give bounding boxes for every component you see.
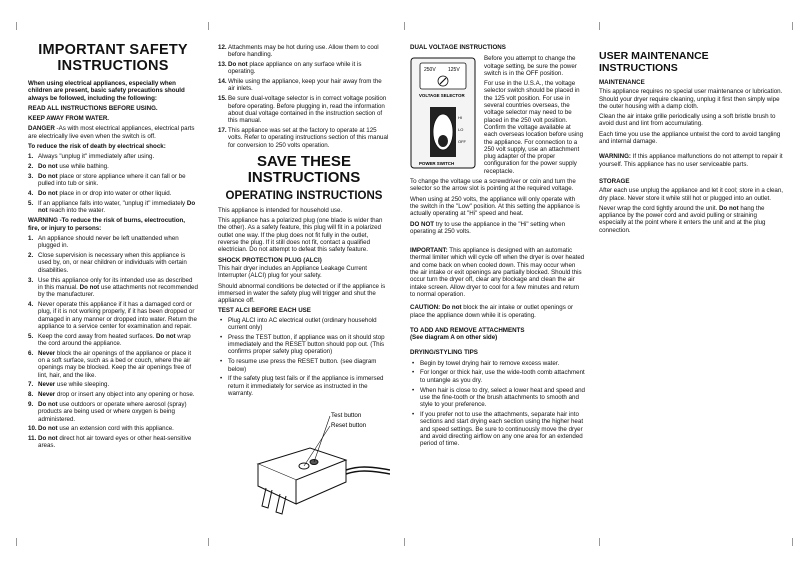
maintenance-heading: MAINTENANCE [599, 79, 645, 86]
crop-mark [208, 538, 209, 546]
list-item: 1. An appliance should never be left unattended when plugged in. [28, 235, 179, 250]
alci-text: This hair dryer includes an Appliance Leakage Current Interrupter (ALCI) plug for your safety. [218, 264, 367, 280]
list-item: • Plug ALCI into AC electrical outlet (ordinary household current only) [218, 317, 390, 332]
list-item: • If the safety plug test fails or if the appliance is immersed return it immediately for service as instructed in the warranty. [218, 375, 390, 397]
crop-mark [404, 22, 405, 30]
maintenance-text-2: Clean the air intake grille periodically using a soft bristle brush to avoid dust and lint from accumulating. [599, 113, 776, 128]
warning-heading: WARNING -To reduce the risk of burns, electrocution, fire, or injury to persons: [28, 217, 185, 232]
maintenance-text-3: Each time you use the appliance untwist the cord to avoid tangling and internal damage. [599, 130, 781, 146]
household-note: This appliance is intended for household use. [218, 206, 343, 214]
voltage-selector-label: VOLTAGE SELECTOR [419, 93, 465, 99]
shock-list [28, 153, 198, 214]
important-note: IMPORTANT: This appliance is designed with an automatic thermal limiter which will cycle off when the dryer is over heated and come back on when cooled down. This may occur when the air intake or exit openings are partially blocked. Should this occur turn the dryer off, clear any blockage and clean the air intake screen. Allow dryer to cool for a few minutes and return to normal operation. [410, 247, 585, 298]
crop-mark [792, 538, 793, 546]
voltage-selector-diagram [410, 57, 476, 169]
label-off: OFF [458, 139, 466, 145]
shock-heading: To reduce the risk of death by electrical shock: [28, 143, 166, 151]
caution-note: CAUTION: Do not block the air intake or outlet openings or place the appliance down while it is operating. [410, 304, 574, 319]
list-item: 3. Do not place or store appliance where it can fall or be pulled into tub or sink. [28, 172, 186, 188]
reset-button-label: Reset button [331, 421, 367, 429]
list-item: • If you prefer not to use the attachments, separate hair into sections and start drying each section using the higher heat and speed settings. Be sure to continuously move the dryer and avoid directing airflow on any one area for an extended period of time. [410, 411, 585, 447]
storage-heading: STORAGE [599, 177, 630, 185]
test-list [218, 317, 390, 397]
alci-plug-diagram [218, 406, 390, 516]
tips-heading: DRYING/STYLING TIPS [410, 349, 478, 357]
list-item: 9. Do not use outdoors or operate where aerosol (spray) products are being used or where oxygen is being administered. [28, 400, 187, 423]
label-hi: HI [458, 115, 462, 121]
storage-text-1: After each use unplug the appliance and let it cool; store in a clean, dry place. Never store it while still hot or plugged into an outlet. [599, 187, 784, 202]
list-item: 8. Never drop or insert any object into any opening or hose. [28, 391, 195, 399]
list-item: 1. Always "unplug it" immediately after using. [28, 153, 155, 161]
dual-voltage-heading: DUAL VOLTAGE INSTRUCTIONS [410, 44, 506, 51]
list-item: 10. Do not use an extension cord with this appliance. [28, 425, 174, 433]
label-250v: 250V [424, 67, 436, 74]
list-item: 17. This appliance was set at the factory to operate at 125 volts. Refer to operating instructions section of this manual for conversion to 250 volts operation. [218, 126, 389, 149]
label-lo: LO [458, 127, 464, 133]
list-item: 13. Do not place appliance on any surface while it is operating. [218, 61, 362, 76]
list-item: • Press the TEST button, if appliance was on it should stop immediately and the RESET button should pop out. (This confirms proper safety plug operation) [218, 334, 390, 356]
label-125v: 125V [448, 67, 460, 74]
crop-mark [599, 22, 600, 30]
crop-mark [208, 22, 209, 30]
list-item: • To resume use press the RESET button. (see diagram below) [218, 358, 390, 373]
dual-text-3: To change the voltage use a screwdriver or coin and turn the selector so the arrow slot is pointing at the required voltage. [410, 178, 576, 193]
danger-paragraph: DANGER -As with most electrical appliances, electrical parts are electrically live even when the switch is off. [28, 125, 195, 140]
operating-title: OPERATING INSTRUCTIONS [225, 189, 383, 202]
list-item: 7. Never use while sleeping. [28, 381, 110, 389]
list-item: • Begin by towel drying hair to remove excess water. [410, 360, 585, 367]
maintenance-column [599, 50, 784, 237]
list-item: 14. While using the appliance, keep your hair away from the air inlets. [218, 78, 382, 93]
dual-text-2: For use in the U.S.A., the voltage selector switch should be placed in the 125 volt position. For use in several countries overseas, the voltage selector may need to be placed in the 250 volt position. Confirm the voltage available at each overseas location before using the appliance. For connection to a 250 volt supply, use an attachment plug adapter of the proper configuration for the power supply receptacle. [484, 80, 584, 175]
dual-text-4: When using at 250 volts, the appliance will only operate with the switch in the "Low" position. At this setting the appliance is actually operating at "Hi" speed and heat. [410, 195, 580, 218]
list-item: 4. Do not place in or drop into water or other liquid. [28, 190, 172, 198]
dual-text-5: DO NOT try to use the appliance in the "Hi" setting when operating at 250 volts. [410, 220, 566, 235]
dual-text-1: Before you attempt to change the voltage setting, be sure the power switch is in the OFF position. [484, 55, 577, 77]
polarized-plug-note: This appliance has a polarized plug (one blade is wider than the other). As a safety feature, this plug will fit in a polarized outlet one way. If the plug does not fit fully in the outlet, reverse the plug. If it still does not fit, contact a qualified electrician. Do not attempt to defeat this safety feature. [218, 217, 383, 254]
list-item: • For longer or thick hair, use the wide-tooth comb attachment to untangle as you dry. [410, 369, 585, 384]
dual-voltage-column [410, 44, 585, 450]
warning-list-continued [218, 44, 390, 149]
safety-intro: When using electrical appliances, especially when children are present, basic safety precautions should always be followed, including the following: [28, 80, 185, 102]
test-button-label: Test button [331, 411, 362, 419]
read-all-note: READ ALL INSTRUCTIONS BEFORE USING. [28, 104, 158, 112]
operating-column [218, 44, 390, 518]
safety-column [28, 42, 198, 452]
power-switch-label: POWER SWITCH [419, 161, 455, 167]
alci-text-2: Should abnormal conditions be detected or if the appliance is immersed in water the safety plug will trigger and shut the appliance off. [218, 282, 386, 305]
attachments-heading: TO ADD AND REMOVE ATTACHMENTS (See diagram A on other side) [410, 326, 525, 342]
warning-note: WARNING: If this appliance malfunctions do not attempt to repair it yourself. This appliance has no user serviceable parts. [599, 153, 783, 168]
crop-mark [599, 538, 600, 546]
list-item: 6. Never block the air openings of the appliance or place it on a soft surface, such as a bed or couch, where the air openings may be blocked. Keep the air openings free of lint, hair, and the like. [28, 349, 192, 379]
list-item: 15. Be sure dual-voltage selector is in correct voltage position before operating. Before plugging in, read the information about dual voltage contained in the instruction section of this manual. [218, 95, 387, 125]
alci-heading: SHOCK PROTECTION PLUG (ALCI) [218, 256, 322, 264]
tips-list [410, 360, 585, 448]
list-item: 4. Never operate this appliance if it has a damaged cord or plug, if it is not working properly, if it has been dropped or damaged in any manner or dropped into water. Return the appliance to a service center for examination and repair. [28, 300, 197, 330]
maintenance-title: USER MAINTENANCE INSTRUCTIONS [599, 50, 709, 74]
list-item: 12. Attachments may be hot during use. Allow them to cool before handling. [218, 44, 379, 59]
crop-mark [16, 538, 17, 546]
warning-list [28, 235, 198, 450]
save-instructions-title: SAVE THESE INSTRUCTIONS [247, 152, 361, 187]
maintenance-text-1: This appliance requires no special user maintenance or lubrication. Should your dryer require cleaning, unplug it first then simply wipe the outer housing with a damp cloth. [599, 88, 783, 110]
list-item: 11. Do not direct hot air toward eyes or other heat-sensitive areas. [28, 435, 192, 450]
crop-mark [404, 538, 405, 546]
storage-text-2: Never wrap the cord tightly around the unit. Do not hang the appliance by the power cord and avoid pulling or straining especially at the point where it enters the unit and at the plug connection. [599, 204, 766, 234]
list-item: 5. If an appliance falls into water, "unplug it" immediately Do not reach into the water. [28, 199, 196, 215]
list-item: 2. Do not use while bathing. [28, 163, 109, 171]
crop-mark [792, 22, 793, 30]
list-item: 3. Use this appliance only for its intended use as described in this manual. Do not use attachments not recommended by the manufacturer. [28, 276, 198, 299]
test-heading: TEST ALCI BEFORE EACH USE [218, 307, 311, 315]
list-item: • When hair is close to dry, select a lower heat and speed and use the fine-tooth or the brush attachments to smooth and style to your preference. [410, 387, 585, 409]
list-item: 2. Close supervision is necessary when this appliance is used by, on, or near children or individuals with certain disabilities. [28, 252, 187, 274]
keep-away-note: KEEP AWAY FROM WATER. [28, 115, 110, 123]
list-item: 5. Keep the cord away from heated surfaces. Do not wrap the cord around the appliance. [28, 332, 191, 347]
crop-mark [16, 22, 17, 30]
safety-title: IMPORTANT SAFETY INSTRUCTIONS [38, 42, 188, 74]
